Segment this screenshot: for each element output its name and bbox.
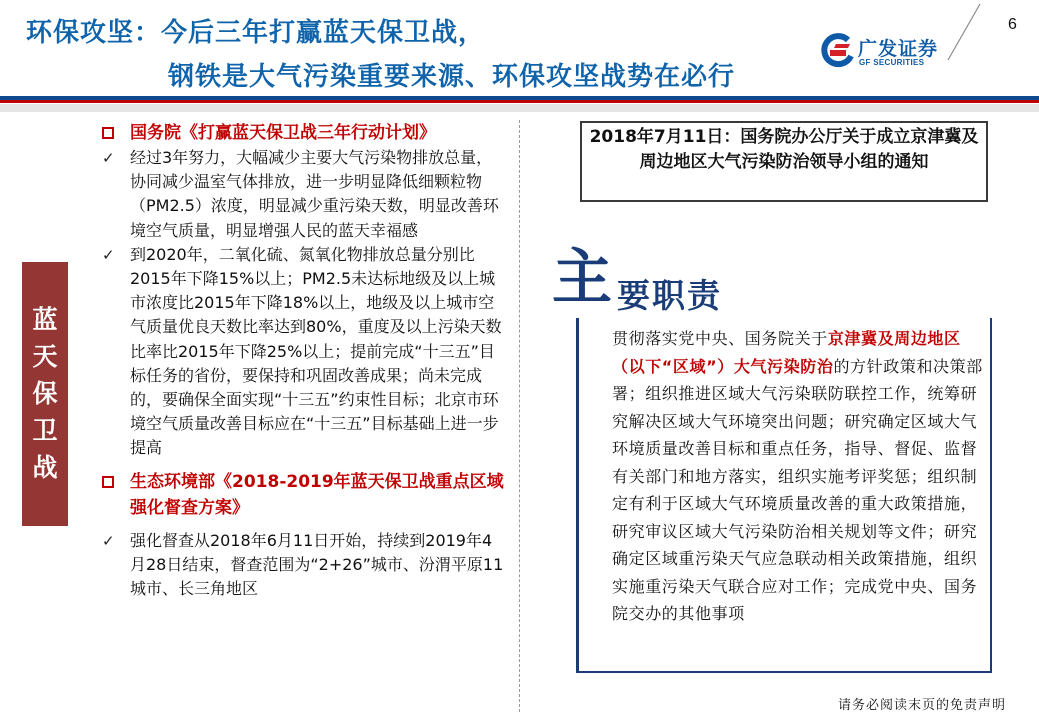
company-logo (818, 32, 968, 72)
duty-title-rest: 要职责 (617, 276, 722, 315)
list-item-text: 经过3年努力，大幅减少主要大气污染物排放总量，协同减少温室气体排放，进一步明显降低细颗粒物（PM2.5）浓度，明显减少重污染天数，明显改善环境空气质量，明显增强人民的蓝天幸福感 (130, 148, 499, 240)
list-item-text: 到2020年，二氧化硫、氮氧化物排放总量分别比2015年下降15%以上；PM2.5未达标地级及以上城市浓度比2015年下降18%以上，地级及以上城市空气质量优良天数比率达到80%，重度及以上污染天数比率比2015年下降25%以上；提前完成“十三五”目标任务的省份，要保持和巩固改善成果；尚未完成的，要确保全面实现“十三五”约束性目标；北京市环境空气质量改善目标应在“十三五”目标基础上进一步提高 (130, 244, 502, 458)
list-item-text: 强化督查从2018年6月11日开始，持续到2019年4月28日结束，督查范围为“2+26”城市、汾渭平原11城市、长三角地区 (130, 530, 504, 599)
side-tab-char: 战 (32, 453, 58, 482)
logo-en-text: GF SECURITIES (859, 58, 925, 67)
page-title-line-1: 环保攻坚：今后三年打赢蓝天保卫战， (26, 18, 486, 48)
notice-box: 2018年7月11日：国务院办公厅关于成立京津冀及周边地区大气污染防治领导小组的通知 (580, 121, 988, 202)
header-rule-red (0, 100, 1039, 103)
left-column (98, 120, 508, 601)
side-tab-char: 保 (32, 379, 58, 408)
square-bullet-icon (102, 476, 114, 488)
side-tab (22, 262, 68, 526)
column-divider (519, 120, 520, 712)
section-heading (98, 469, 508, 521)
gf-logo-icon (818, 32, 856, 70)
logo-cn-text: 广发证券 (858, 38, 939, 60)
duty-text-highlight: 京津冀及周边地区（以下“区域”）大气污染防治 (612, 329, 961, 376)
side-tab-char: 蓝 (32, 305, 58, 334)
footer-disclaimer: 请务必阅读末页的免责声明 (838, 698, 1007, 713)
square-bullet-icon (102, 127, 114, 139)
header-rule-gray (0, 104, 1039, 112)
section-heading (98, 120, 508, 146)
list-item (98, 146, 508, 243)
duty-title-initial: 主 (552, 243, 612, 313)
duty-text-post: 的方针政策和决策部署；组织推进区域大气污染联防联控工作，统筹研究解决区域大气环境突出问题；研究确定区域大气环境质量改善目标和重点任务，指导、督促、监督有关部门和地方落实，组织实施考评奖惩；组织制定有利于区域大气环境质量改善的重大政策措施，研究审议区域大气污染防治相关规划等文件；研究确定区域重污染天气应急联动相关政策措施，组织实施重污染天气联合应对工作；完成党中央、国务院交办的其他事项 (612, 356, 983, 623)
side-tab-char: 天 (32, 342, 58, 371)
list-item (98, 243, 508, 461)
page-number: 6 (1008, 16, 1017, 33)
duty-body-text (612, 325, 988, 628)
checkmark-icon: ✓ (102, 149, 115, 167)
checkmark-icon: ✓ (102, 531, 115, 550)
list-item (98, 529, 508, 602)
side-tab-char: 卫 (32, 416, 58, 445)
duty-text-pre: 贯彻落实党中央、国务院关于 (612, 329, 828, 348)
section-heading-text: 生态环境部《2018-2019年蓝天保卫战重点区域强化督查方案》 (130, 471, 504, 518)
checkmark-icon: ✓ (102, 245, 115, 264)
section-heading-text: 国务院《打赢蓝天保卫战三年行动计划》 (130, 123, 436, 143)
page-title-line-2: 钢铁是大气污染重要来源、环保攻坚战势在必行 (168, 62, 736, 92)
